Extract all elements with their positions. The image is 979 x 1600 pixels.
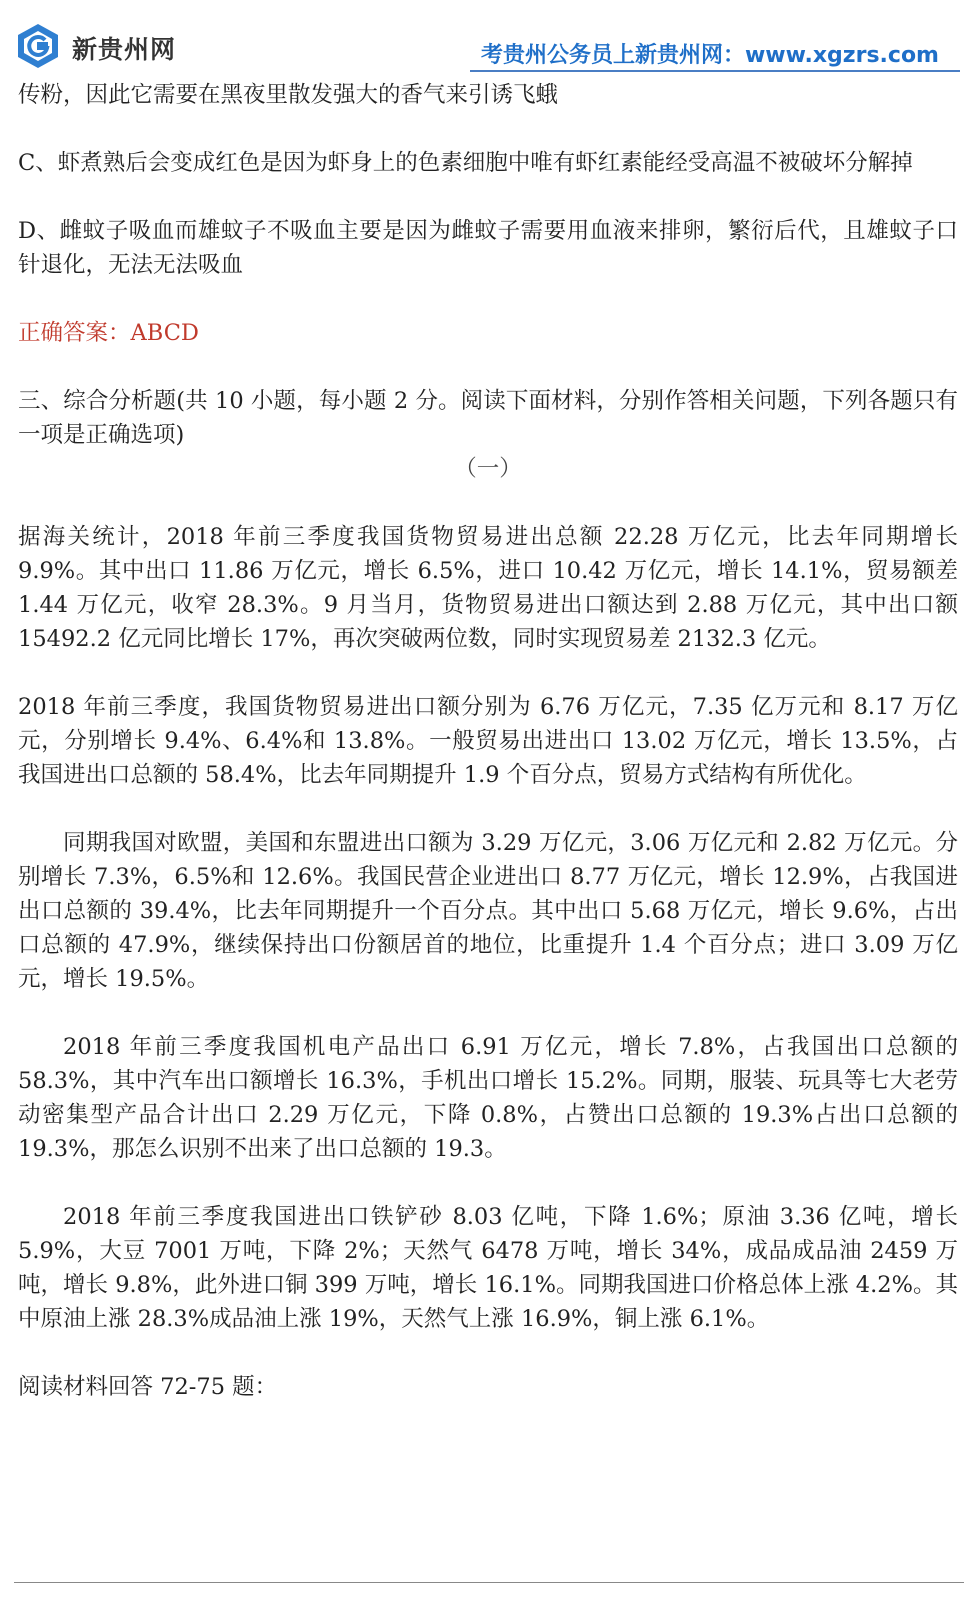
- correct-answer: 正确答案：ABCD: [18, 320, 199, 346]
- option-d: D、雌蚊子吸血而雄蚊子不吸血主要是因为雌蚊子需要用血液来排卵，繁衍后代，且雄蚊子口针退化，无法无法吸血: [18, 218, 958, 278]
- material-paragraph-1: 据海关统计，2018 年前三季度我国货物贸易进出总额 22.28 万亿元，比去年同期增长 9.9%。其中出口 11.86 万亿元，增长 6.5%，进口 10.42 万亿元，增长 14.1%，贸易额差 1.44 万亿元，收窄 28.3%。9 月当月，货物贸易进出口额达到 2.88 万亿元，其中出口额 15492.2 亿元同比增长 17%，再次突破两位数，同时实现贸易差 2132.3 亿元。: [18, 524, 958, 652]
- option-c: C、虾煮熟后会变成红色是因为虾身上的色素细胞中唯有虾红素能经受高温不被破坏分解掉: [18, 150, 913, 176]
- question-prompt: 阅读材料回答 72-75 题：: [18, 1374, 278, 1400]
- footer-divider: [14, 1582, 964, 1583]
- material-paragraph-5: 2018 年前三季度我国进出口铁铲砂 8.03 亿吨，下降 1.6%；原油 3.36 亿吨，增长 5.9%，大豆 7001 万吨，下降 2%；天然气 6478 万吨，增长 34%，成品成品油 2459 万吨，增长 9.8%，此外进口铜 399 万吨，增长 16.1%。同期我国进口价格总体上涨 4.2%。其中原油上涨 28.3%成品油上涨 19%，天然气上涨 16.9%，铜上涨 6.1%。: [18, 1204, 958, 1332]
- logo-icon: [14, 22, 62, 70]
- subsection-number: （一）: [454, 456, 522, 482]
- section-heading: 三、综合分析题(共 10 小题，每小题 2 分。阅读下面材料，分别作答相关问题，下列各题只有一项是正确选项): [18, 388, 958, 448]
- header-divider: [470, 70, 960, 72]
- material-paragraph-3: 同期我国对欧盟，美国和东盟进出口额为 3.29 万亿元，3.06 万亿元和 2.82 万亿元。分别增长 7.3%，6.5%和 12.6%。我国民营企业进出口 8.77 万亿元，增长 12.9%，占我国进出口总额的 39.4%，比去年同期提升一个百分点。其中出口 5.68 万亿元，增长 9.6%，占出口总额的 47.9%，继续保持出口份额居首的地位，比重提升 1.4 个百分点；进口 3.09 万亿元，增长 19.5%。: [18, 830, 958, 992]
- site-slogan[interactable]: 考贵州公务员上新贵州网：www.xgzrs.com: [480, 43, 939, 68]
- page-header: [0, 0, 979, 80]
- paragraph-b-continued: 传粉，因此它需要在黑夜里散发强大的香气来引诱飞蛾: [18, 82, 559, 108]
- document-body: [18, 78, 958, 1438]
- material-paragraph-4: 2018 年前三季度我国机电产品出口 6.91 万亿元，增长 7.8%，占我国出口总额的 58.3%，其中汽车出口额增长 16.3%，手机出口增长 15.2%。同期，服装、玩具等七大老劳动密集型产品合计出口 2.29 万亿元，下降 0.8%，占赞出口总额的 19.3%占出口总额的 19.3%，那怎么识别不出来了出口总额的 19.3。: [18, 1034, 958, 1162]
- material-paragraph-2: 2018 年前三季度，我国货物贸易进出口额分别为 6.76 万亿元，7.35 亿万元和 8.17 万亿元，分别增长 9.4%、6.4%和 13.8%。一般贸易出进出口 13.02 万亿元，增长 13.5%，占我国进出口总额的 58.4%，比去年同期提升 1.9 个百分点，贸易方式结构有所优化。: [18, 694, 958, 788]
- brand-name: 新贵州网: [72, 35, 177, 64]
